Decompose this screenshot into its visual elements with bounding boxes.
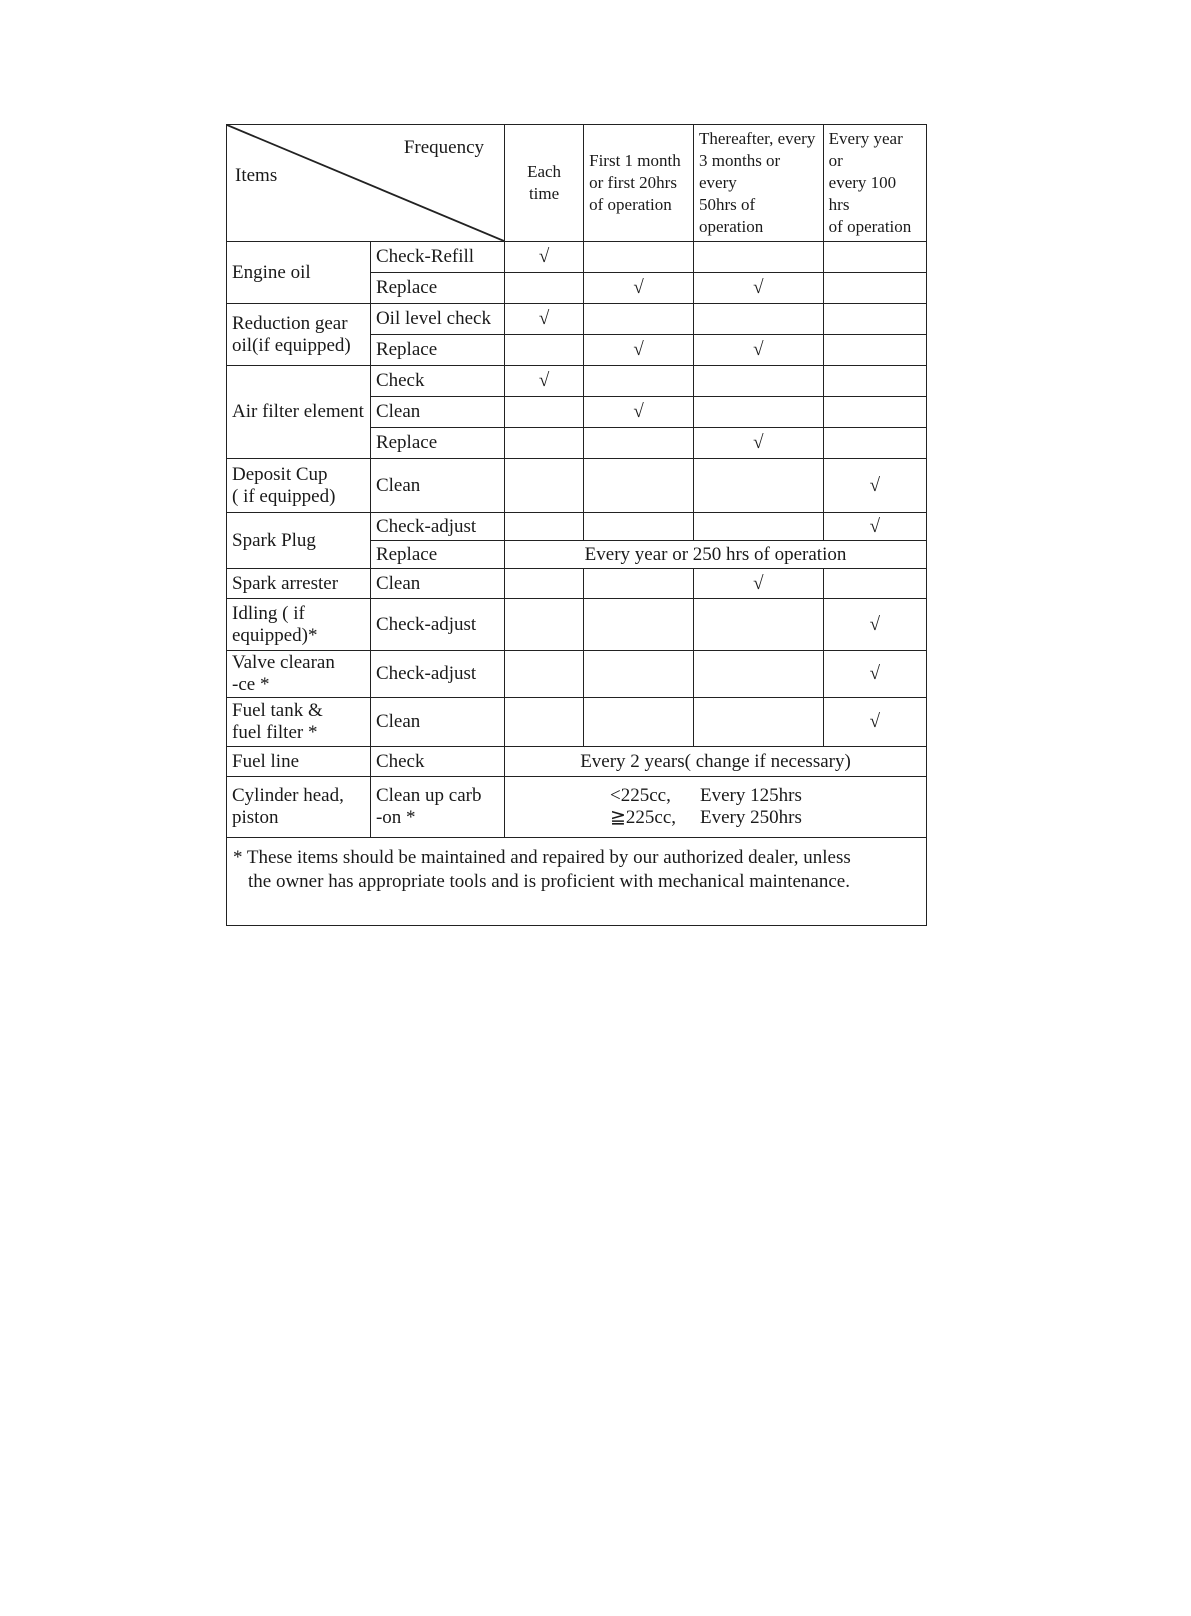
maintenance-schedule xyxy=(226,124,927,926)
col-every-3-months: Thereafter, every 3 months or every 50hrs of operation xyxy=(694,125,824,242)
check-mark: √ xyxy=(505,242,584,273)
col-every-year: Every year or every 100 hrs of operation xyxy=(823,125,926,242)
col-each-time: Each time xyxy=(505,125,584,242)
item-fuel-tank: Fuel tank & fuel filter * xyxy=(227,698,371,747)
check-mark: √ xyxy=(505,304,584,335)
action-cell: Check xyxy=(370,747,504,777)
table-row xyxy=(227,304,927,335)
table-row xyxy=(227,777,927,838)
items-frequency-header xyxy=(227,125,505,242)
item-cylinder-head: Cylinder head, piston xyxy=(227,777,371,838)
item-deposit-cup: Deposit Cup ( if equipped) xyxy=(227,459,371,513)
table-row xyxy=(227,242,927,273)
item-spark-plug: Spark Plug xyxy=(227,513,371,569)
action-cell: Check-adjust xyxy=(370,599,504,651)
check-mark: √ xyxy=(694,273,824,304)
table-row xyxy=(227,599,927,651)
item-air-filter: Air filter element xyxy=(227,366,371,459)
check-mark: √ xyxy=(823,459,926,513)
action-cell: Replace xyxy=(370,273,504,304)
action-cell: Replace xyxy=(370,541,504,569)
item-engine-oil: Engine oil xyxy=(227,242,371,304)
action-cell: Check-adjust xyxy=(370,651,504,698)
item-valve-clearance: Valve clearan -ce * xyxy=(227,651,371,698)
spark-plug-replace-note: Every year or 250 hrs of operation xyxy=(505,541,927,569)
footnote xyxy=(226,838,927,926)
action-cell: Check xyxy=(370,366,504,397)
item-spark-arrester: Spark arrester xyxy=(227,569,371,599)
fuel-line-note: Every 2 years( change if necessary) xyxy=(505,747,927,777)
check-mark: √ xyxy=(694,335,824,366)
action-cell: Clean xyxy=(370,397,504,428)
item-fuel-line: Fuel line xyxy=(227,747,371,777)
check-mark: √ xyxy=(823,651,926,698)
action-cell: Oil level check xyxy=(370,304,504,335)
check-mark: √ xyxy=(584,335,694,366)
table-row xyxy=(227,513,927,541)
action-cell: Replace xyxy=(370,428,504,459)
footnote-line-2: the owner has appropriate tools and is proficient with mechanical maintenance. xyxy=(248,871,850,892)
items-label: Items xyxy=(235,165,278,186)
col-first-month: First 1 month or first 20hrs of operation xyxy=(584,125,694,242)
table-row xyxy=(227,459,927,513)
check-mark: √ xyxy=(823,513,926,541)
table-row xyxy=(227,651,927,698)
check-mark: √ xyxy=(694,569,824,599)
frequency-label: Frequency xyxy=(403,137,485,158)
table-row xyxy=(227,698,927,747)
check-mark: √ xyxy=(823,599,926,651)
action-cell: Check-Refill xyxy=(370,242,504,273)
maintenance-table xyxy=(226,124,927,838)
check-mark: √ xyxy=(694,428,824,459)
action-cell: Clean up carb -on * xyxy=(370,777,504,838)
table-row xyxy=(227,366,927,397)
check-mark: √ xyxy=(584,273,694,304)
action-cell: Replace xyxy=(370,335,504,366)
action-cell: Clean xyxy=(370,459,504,513)
check-mark: √ xyxy=(823,698,926,747)
check-mark: √ xyxy=(584,397,694,428)
action-cell: Check-adjust xyxy=(370,513,504,541)
cylinder-interval-note: <225cc, Every 125hrs ≧225cc, Every 250hrs xyxy=(505,777,927,838)
table-row xyxy=(227,747,927,777)
footnote-line-1: * These items should be maintained and repaired by our authorized dealer, unless xyxy=(233,847,851,868)
item-reduction-gear: Reduction gear oil(if equipped) xyxy=(227,304,371,366)
table-header-row xyxy=(227,125,927,242)
item-idling: Idling ( if equipped)* xyxy=(227,599,371,651)
action-cell: Clean xyxy=(370,698,504,747)
table-row xyxy=(227,569,927,599)
check-mark: √ xyxy=(505,366,584,397)
action-cell: Clean xyxy=(370,569,504,599)
